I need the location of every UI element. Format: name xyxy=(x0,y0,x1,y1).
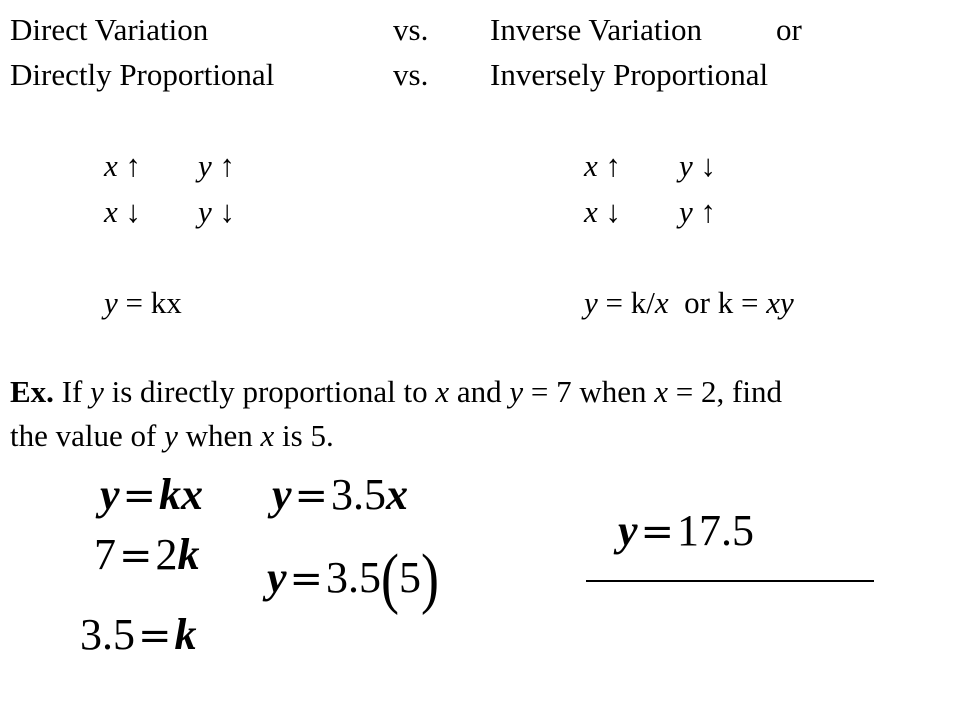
y-variable: y xyxy=(679,194,693,229)
or-label: or xyxy=(776,12,802,47)
up-arrow-icon: ↑ xyxy=(605,148,622,183)
equation-7-equals-2k: 7=2k xyxy=(94,530,200,579)
example-line-1: Ex. If y is directly proportional to x and y = 7 when x = 2, find xyxy=(10,374,782,409)
y-variable: y xyxy=(679,148,693,183)
up-arrow-icon: ↑ xyxy=(125,148,142,183)
directly-proportional-title: Directly Proportional xyxy=(10,57,275,92)
equation-3-5-equals-k: 3.5=k xyxy=(80,610,197,659)
answer-y-equals-17-5: y=17.5 xyxy=(618,506,755,555)
direct-row-2 xyxy=(104,194,141,230)
inversely-proportional-title: Inversely Proportional xyxy=(490,57,769,92)
direct-row-2-y xyxy=(198,194,235,230)
equation-y-equals-3-5-times-5: y=3.5(5) xyxy=(267,540,440,616)
equation-y-equals-kx: y=kx xyxy=(100,470,204,519)
answer-underline xyxy=(586,580,874,582)
x-variable: x xyxy=(584,148,598,183)
y-variable: y xyxy=(198,194,212,229)
down-arrow-icon: ↓ xyxy=(125,194,142,229)
down-arrow-icon: ↓ xyxy=(700,148,717,183)
vs-label: vs. xyxy=(393,12,429,47)
x-variable: x xyxy=(584,194,598,229)
up-arrow-icon: ↑ xyxy=(219,148,236,183)
vs-label: vs. xyxy=(393,57,429,92)
y-variable: y xyxy=(198,148,212,183)
inverse-row-1-y xyxy=(679,148,716,184)
inverse-formula: y = k/x or k = xy xyxy=(584,285,794,320)
x-variable: x xyxy=(104,148,118,183)
inverse-row-2 xyxy=(584,194,621,230)
direct-row-1 xyxy=(104,148,141,184)
inverse-row-1 xyxy=(584,148,621,184)
x-variable: x xyxy=(104,194,118,229)
down-arrow-icon: ↓ xyxy=(219,194,236,229)
down-arrow-icon: ↓ xyxy=(605,194,622,229)
up-arrow-icon: ↑ xyxy=(700,194,717,229)
direct-variation-title: Direct Variation xyxy=(10,12,209,47)
inverse-row-2-y xyxy=(679,194,716,230)
example-label: Ex. xyxy=(10,374,54,409)
direct-formula: y = kx xyxy=(104,285,182,320)
direct-row-1-y xyxy=(198,148,235,184)
equation-y-equals-3-5x: y=3.5x xyxy=(272,470,409,519)
inverse-variation-title: Inverse Variation xyxy=(490,12,703,47)
example-line-2: the value of y when x is 5. xyxy=(10,418,334,453)
